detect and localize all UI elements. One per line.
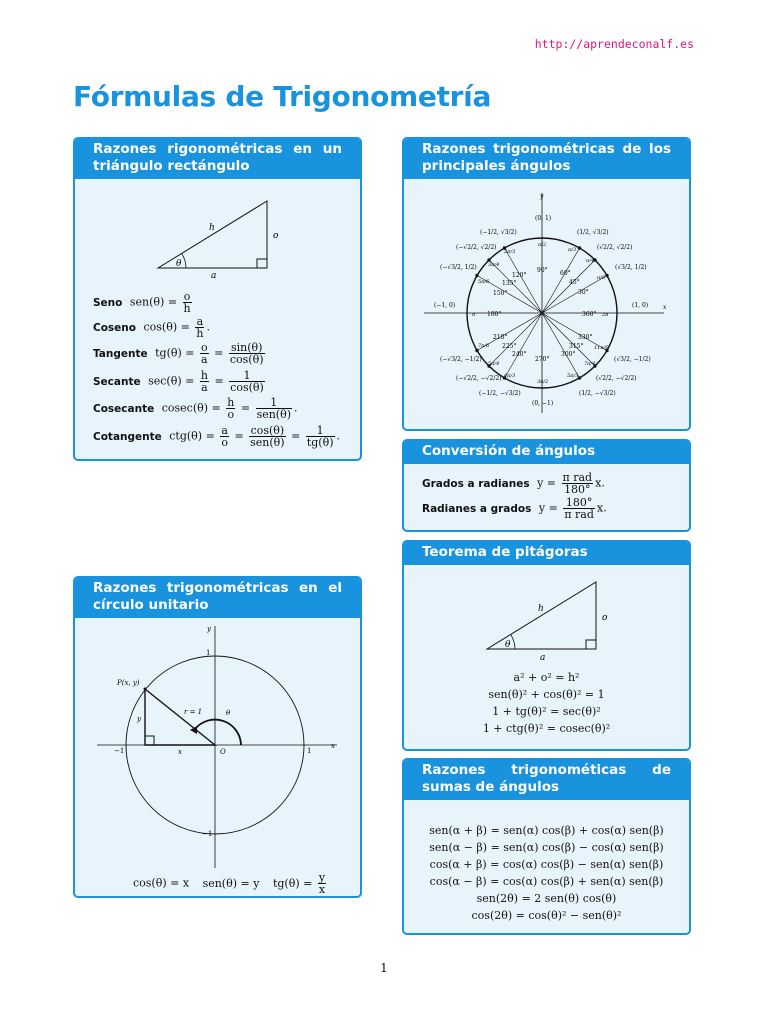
box-unit-circle <box>73 576 362 898</box>
p-rad-7pi6: 7π/6 <box>478 343 490 349</box>
rad-to-deg-lhs: y = <box>538 501 558 515</box>
cosecante-mid: = <box>240 401 251 415</box>
rad-to-deg-num: 180° <box>563 497 595 509</box>
cotangente-den2: sen(θ) <box>250 436 285 449</box>
sum-line-6: cos(2θ) = cos(θ)² − sen(θ)² <box>471 909 622 922</box>
p-deg-90: 90° <box>537 267 548 274</box>
p-deg-225: 225° <box>502 343 517 350</box>
p-deg-240: 240° <box>512 351 527 358</box>
p-rad-2pi: 2π <box>602 312 609 318</box>
p-rad-3pi4: 3π/4 <box>488 262 500 268</box>
label-secante: Secante <box>93 375 141 388</box>
secante-den: a <box>201 381 208 394</box>
p-axis-y: y <box>540 193 544 200</box>
p-point-q3b: (−√2/2, −√2/2) <box>456 375 502 382</box>
box-principal-angles-heading: Razones trigonométricas de los principales ángulos <box>404 139 689 179</box>
uc-label-theta: θ <box>226 709 231 717</box>
secante-num: h <box>200 369 208 382</box>
p-rad-2pi3: 2π/3 <box>504 249 516 255</box>
uc-label-r: r = 1 <box>184 708 203 716</box>
p-rad-pi4: π/4 <box>586 258 595 264</box>
tri-label-theta: θ <box>176 259 182 269</box>
sum-line-3: cos(α + β) = cos(α) cos(β) − sen(α) sen(β) <box>429 858 664 871</box>
angle-spoke <box>542 260 595 313</box>
p-point-bottom: (0, −1) <box>532 400 554 407</box>
seno-lhs: sen(θ) = <box>129 295 178 309</box>
p-rad-3pi2: 3π/2 <box>537 379 549 385</box>
formula-coseno <box>93 316 210 339</box>
pyth-line-3: 1 + tg(θ)² = sec(θ)² <box>492 705 601 718</box>
p-point-top: (0, 1) <box>535 215 552 222</box>
p-deg-180: 180° <box>487 311 502 318</box>
p-deg-330: 330° <box>578 334 593 341</box>
seno-den: h <box>183 302 191 315</box>
p-rad-5pi4: 5π/4 <box>488 361 500 367</box>
cotangente-den: o <box>221 436 228 449</box>
pyth-line-2: sen(θ)² + cos(θ)² = 1 <box>488 688 605 701</box>
tangente-den2: cos(θ) <box>229 353 264 366</box>
uc-label-minus-one-bottom: −1 <box>202 830 213 838</box>
cosecante-den2: sen(θ) <box>256 408 292 421</box>
sum-line-5: sen(2θ) = 2 sen(θ) cos(θ) <box>476 892 617 905</box>
box-pythagoras-heading: Teorema de pitágoras <box>404 542 689 565</box>
unit-circle-formulas <box>133 872 328 895</box>
cotangente-num3: 1 <box>306 425 335 437</box>
formula-deg-to-rad <box>422 472 605 495</box>
coseno-lhs: cos(θ) = <box>143 320 190 334</box>
principal-angles-figure <box>404 179 689 429</box>
tangente-num: o <box>201 341 208 354</box>
label-rad-to-deg: Radianes a grados <box>422 502 532 515</box>
sum-line-2: sen(α − β) = sen(α) cos(β) − cos(α) sen(β) <box>429 841 664 854</box>
pyth-label-theta: θ <box>505 640 511 650</box>
formula-rad-to-deg <box>422 497 607 520</box>
p-point-q4c: (1/2, −√3/2) <box>579 390 616 397</box>
tri-label-o: o <box>273 231 279 241</box>
p-point-q1a: (1/2, √3/2) <box>577 229 609 236</box>
uc-label-x-axis: x <box>331 742 335 750</box>
rad-to-deg-tail: x. <box>596 501 607 515</box>
p-deg-210: 210° <box>493 334 508 341</box>
uc-label-one-top: 1 <box>206 649 211 657</box>
formula-secante <box>93 370 267 393</box>
angle-sum-identities <box>404 822 689 924</box>
sum-line-4: cos(α − β) = cos(α) cos(β) + sen(α) sen(β) <box>429 875 664 888</box>
p-deg-45: 45° <box>569 279 580 286</box>
box-right-triangle-heading: Razones rigonométricas en un triángulo rectángulo <box>75 139 360 179</box>
p-point-q2b: (−√2/2, √2/2) <box>456 244 497 251</box>
secante-num2: 1 <box>229 370 265 382</box>
sum-line-1: sen(α + β) = sen(α) cos(β) + cos(α) sen(β) <box>429 824 664 837</box>
label-deg-to-rad: Grados a radianes <box>422 477 530 490</box>
pythagoras-identities <box>404 669 689 737</box>
pyth-label-a: a <box>540 653 546 663</box>
uc-label-one-right: 1 <box>307 747 312 755</box>
box-angle-sums-heading: Razones trigonométicas de sumas de ángulos <box>404 760 689 800</box>
secante-mid: = <box>214 374 224 388</box>
p-axis-x: x <box>663 304 667 311</box>
p-rad-4pi3: 4π/3 <box>504 373 516 379</box>
deg-to-rad-lhs: y = <box>537 476 557 490</box>
tangente-num2: sin(θ) <box>229 342 265 354</box>
p-deg-60: 60° <box>560 270 571 277</box>
box-angle-sums <box>402 758 691 935</box>
p-point-q4b: (√2/2, −√2/2) <box>596 375 637 382</box>
p-rad-7pi4: 7π/4 <box>584 361 596 367</box>
label-seno: Seno <box>93 296 123 309</box>
p-rad-5pi6: 5π/6 <box>478 279 490 285</box>
tangente-mid: = <box>214 346 224 360</box>
uc-tg-den: x <box>318 883 326 896</box>
label-cosecante: Cosecante <box>93 402 155 415</box>
p-deg-135: 135° <box>502 280 517 287</box>
pyth-label-o: o <box>602 613 608 623</box>
p-rad-pi2: π/2 <box>538 242 547 248</box>
p-deg-150: 150° <box>493 290 508 297</box>
page-number: 1 <box>380 961 388 975</box>
secante-lhs: sec(θ) = <box>148 374 195 388</box>
p-point-q3a: (−√3/2, −1/2) <box>440 356 482 363</box>
box-angle-conversion <box>402 439 691 532</box>
p-rad-11pi6: 11π/6 <box>594 345 609 351</box>
rad-to-deg-den: π rad <box>564 508 594 521</box>
p-point-left: (−1, 0) <box>434 302 456 309</box>
secante-den2: cos(θ) <box>230 381 264 394</box>
uc-label-leg-x: x <box>178 748 182 756</box>
uc-formula-cos: cos(θ) = x <box>133 876 190 890</box>
cotangente-mid2: = <box>291 429 301 443</box>
p-point-right: (1, 0) <box>632 302 649 309</box>
tri-label-a: a <box>211 271 217 279</box>
p-point-q1c: (√3/2, 1/2) <box>615 264 647 271</box>
label-coseno: Coseno <box>93 321 136 334</box>
formula-tangente <box>93 342 267 365</box>
pyth-line-1: a² + o² = h² <box>513 671 580 684</box>
unit-circle-figure <box>75 618 360 868</box>
box-unit-circle-heading: Razones trigonométricas en el círculo unitario <box>75 578 360 618</box>
cotangente-num2: cos(θ) <box>250 424 285 437</box>
p-point-q4a: (√3/2, −1/2) <box>614 356 651 363</box>
page-title: Fórmulas de Trigonometría <box>73 80 492 113</box>
box-pythagoras <box>402 540 691 751</box>
p-deg-270: 270° <box>535 356 550 363</box>
p-deg-315: 315° <box>569 343 584 350</box>
cosecante-lhs: cosec(θ) = <box>161 401 221 415</box>
uc-formula-sen: sen(θ) = y <box>202 876 260 890</box>
p-rad-pi6: π/6 <box>597 275 606 281</box>
p-point-q2c: (−√3/2, 1/2) <box>440 264 477 271</box>
box-principal-angles <box>402 137 691 431</box>
tangente-den: a <box>201 353 208 366</box>
p-rad-5pi3: 5π/3 <box>567 373 579 379</box>
uc-label-origin: O <box>220 748 226 756</box>
cosecante-den: o <box>227 408 235 421</box>
cotangente-tail: . <box>336 429 340 443</box>
cotangente-den3: tg(θ) <box>306 436 334 449</box>
uc-label-minus-one-left: −1 <box>114 747 125 755</box>
cotangente-mid: = <box>234 429 244 443</box>
coseno-tail: . <box>206 320 210 334</box>
site-url[interactable]: http://aprendeconalf.es <box>534 37 694 51</box>
deg-to-rad-tail: x. <box>595 476 605 490</box>
p-rad-pi: π <box>472 312 476 318</box>
seno-num: o <box>183 290 191 303</box>
coseno-den: h <box>196 327 204 340</box>
right-triangle-figure <box>75 179 360 279</box>
p-point-q2a: (−1/2, √3/2) <box>480 229 517 236</box>
cosecante-tail: . <box>294 401 298 415</box>
tangente-lhs: tg(θ) = <box>155 346 195 360</box>
cosecante-num: h <box>227 396 235 409</box>
cotangente-lhs: ctg(θ) = <box>169 429 215 443</box>
pyth-label-h: h <box>538 604 544 614</box>
uc-label-y-axis: y <box>207 625 211 633</box>
label-cotangente: Cotangente <box>93 430 162 443</box>
formula-cotangente <box>93 425 340 448</box>
box-angle-conversion-heading: Conversión de ángulos <box>404 441 689 464</box>
pyth-line-4: 1 + ctg(θ)² = cosec(θ)² <box>482 722 611 735</box>
p-deg-360: 360° <box>582 311 597 318</box>
p-rad-pi3: π/3 <box>568 247 577 253</box>
formula-cosecante <box>93 397 298 420</box>
p-deg-120: 120° <box>512 272 527 279</box>
p-deg-300: 300° <box>561 351 576 358</box>
label-tangente: Tangente <box>93 347 148 360</box>
p-deg-30: 30° <box>578 289 589 296</box>
uc-formula-tg: tg(θ) = <box>272 876 313 890</box>
p-point-q3c: (−1/2, −√3/2) <box>479 390 521 397</box>
cosecante-num2: 1 <box>256 397 292 409</box>
uc-tg-num: y <box>318 871 326 884</box>
coseno-num: a <box>196 315 204 328</box>
deg-to-rad-num: π rad <box>562 471 593 484</box>
p-point-q1b: (√2/2, √2/2) <box>597 244 633 251</box>
deg-to-rad-den: 180° <box>564 483 591 496</box>
uc-label-point: P(x, y) <box>117 679 140 687</box>
pythagoras-triangle-figure <box>404 565 689 665</box>
cotangente-num: a <box>221 424 228 437</box>
uc-label-leg-y: y <box>137 715 141 723</box>
box-right-triangle <box>73 137 362 461</box>
tri-label-h: h <box>209 223 215 233</box>
formula-seno <box>93 291 194 314</box>
